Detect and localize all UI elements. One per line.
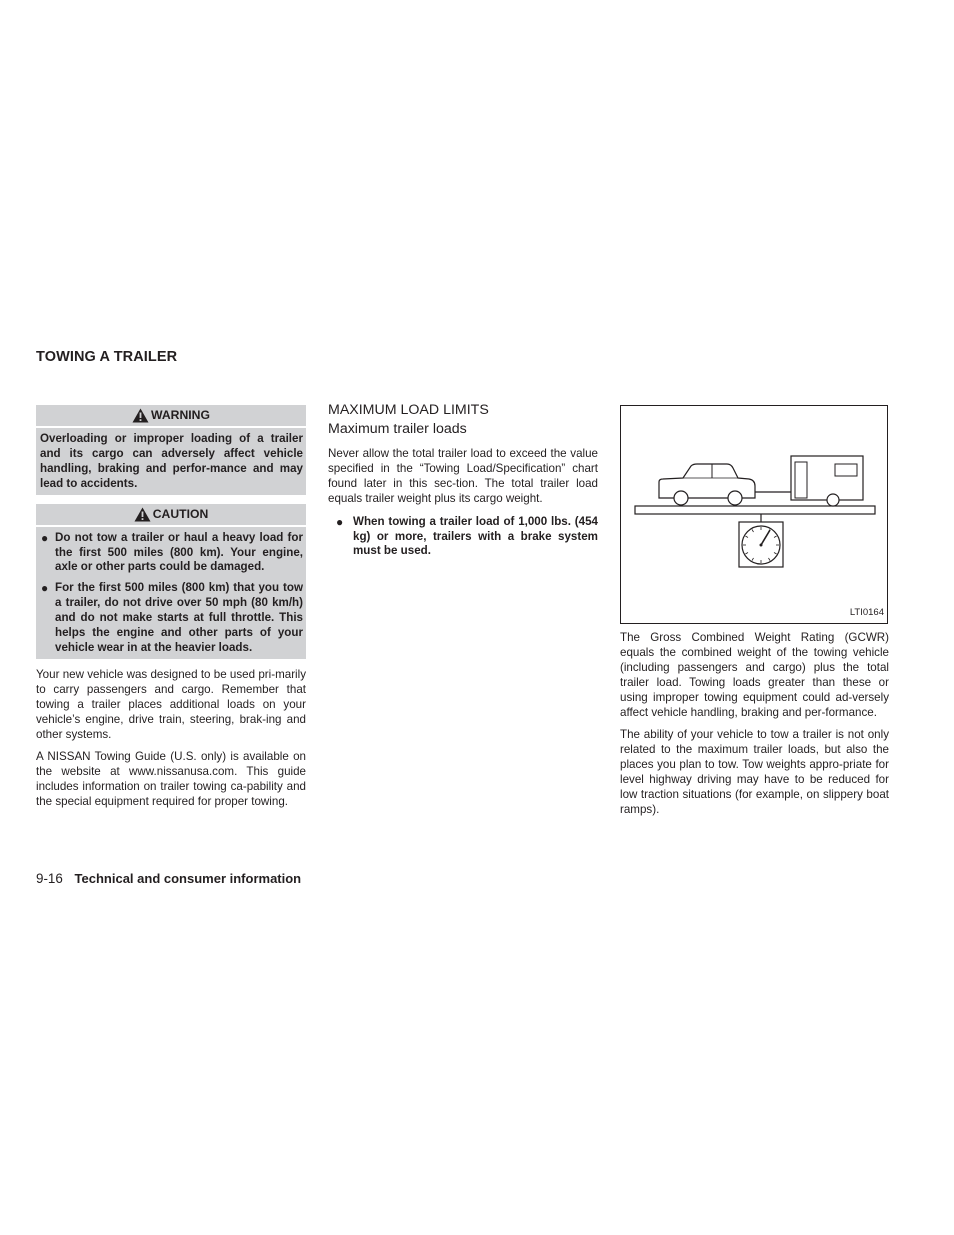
middle-column [328,402,598,559]
bullet-list [328,515,598,560]
section-title: TOWING A TRAILER [36,349,178,365]
car-trailer-scale-illustration [621,406,887,606]
caution-item-text: Do not tow a trailer or haul a heavy load for the first 500 miles (800 km). Your engine, axle or other parts could be damaged. [55,530,303,574]
body-paragraph: The ability of your vehicle to tow a trailer is not only related to the maximum trailer loads, but also the places you plan to tow. Tow weights appro-priate for level highway driving may have to be reduced for low traction situations (for example, on slippery boat ramps). [620,728,889,816]
trailer-load-figure [620,405,888,624]
footer-section-name: Technical and consumer information [74,871,302,886]
list-item-text: When towing a trailer load of 1,000 lbs. (454 kg) or more, trailers with a brake system must be used. [353,514,598,558]
bullet-icon: ● [336,514,344,529]
caution-item [40,581,303,656]
warning-triangle-icon [134,507,151,522]
figure-code: LTI0164 [849,607,884,619]
caution-item-text: For the first 500 miles (800 km) that you tow a trailer, do not drive over 50 mph (80 km/h) and do not make starts at full throttle. This helps the engine and other parts of your vehicle wear in at the heavier loads. [55,581,303,654]
caution-label: CAUTION [152,506,209,521]
page-footer [36,871,301,886]
body-paragraph: Never allow the total trailer load to exceed the value specified in the “Towing Load/Specification” chart found later in this sec-tion. The total trailer load equals trailer weight plus its cargo weight. [328,447,598,505]
caution-header [36,504,306,527]
list-item [328,515,598,560]
bullet-icon: ● [41,581,49,596]
page-number: 9-16 [36,871,63,886]
body-paragraph: A NISSAN Towing Guide (U.S. only) is available on the website at www.nissanusa.com. This guide includes information on trailer towing ca-pability and the special equipment required for proper towing. [36,750,306,809]
body-paragraph: The Gross Combined Weight Rating (GCWR) equals the combined weight of the towing vehicle (including passengers and cargo) plus the total trailer load. Towing loads greater than these or using improper towing equipment could ad-versely affect vehicle handling, braking and per-formance. [620,631,889,719]
subsection-subheading: Maximum trailer loads [328,421,467,437]
warning-label: WARNING [151,408,210,423]
warning-box [36,405,306,495]
caution-box [36,504,306,659]
warning-text: Overloading or improper loading of a trailer and its cargo can adversely affect vehicle handling, braking and perfor-mance and may lead to accidents. [40,432,303,490]
warning-header [36,405,306,428]
subsection-heading: MAXIMUM LOAD LIMITS [328,402,489,418]
warning-triangle-icon [132,408,149,423]
caution-item [40,531,303,576]
left-column [36,405,306,818]
right-column [620,405,889,826]
caution-body [36,527,306,659]
body-paragraph: Your new vehicle was designed to be used pri-marily to carry passengers and cargo. Remember that towing a trailer places additional loads on your vehicle’s engine, drive train, steering, brak-ing and other systems. [36,667,306,741]
bullet-icon: ● [41,530,49,545]
